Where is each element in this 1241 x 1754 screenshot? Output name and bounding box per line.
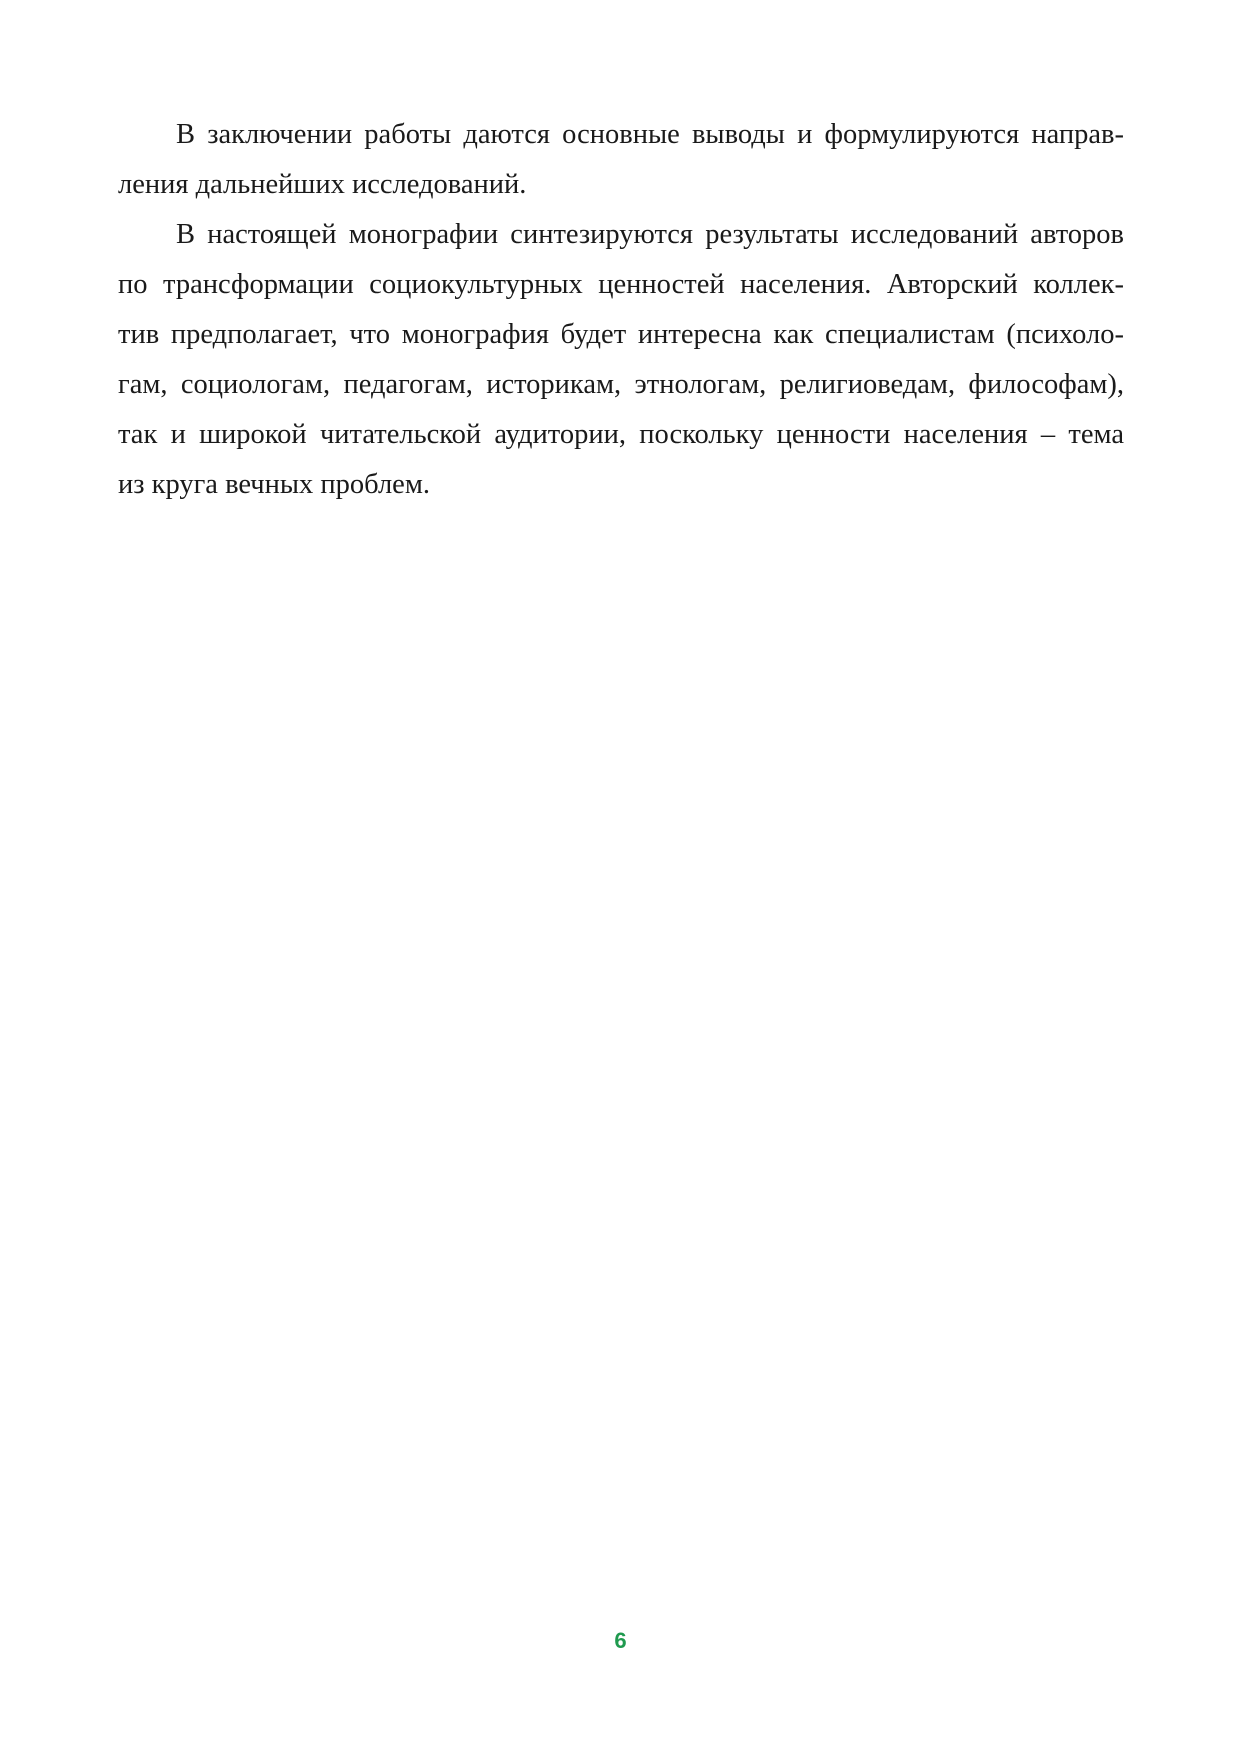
paragraph [118,210,1124,510]
text-line: из круга вечных проблем. [118,469,430,500]
text-line: В заключении работы даются основные выводы и формулируются направ- [176,119,1124,150]
text-line: тив предполагает, что монография будет интересна как специалистам (психоло- [118,319,1124,350]
text-line: так и широкой читательской аудитории, поскольку ценности населения – тема [118,419,1124,450]
body-text [118,110,1124,510]
text-line: ления дальнейших исследований. [118,169,527,200]
text-line: гам, социологам, педагогам, историкам, этнологам, религиоведам, философам), [118,369,1124,400]
page-number: 6 [614,1628,627,1653]
text-line: В настоящей монографии синтезируются результаты исследований авторов [176,219,1124,250]
paragraph [118,110,1124,210]
text-line: по трансформации социокультурных ценностей населения. Авторский коллек- [118,269,1124,300]
